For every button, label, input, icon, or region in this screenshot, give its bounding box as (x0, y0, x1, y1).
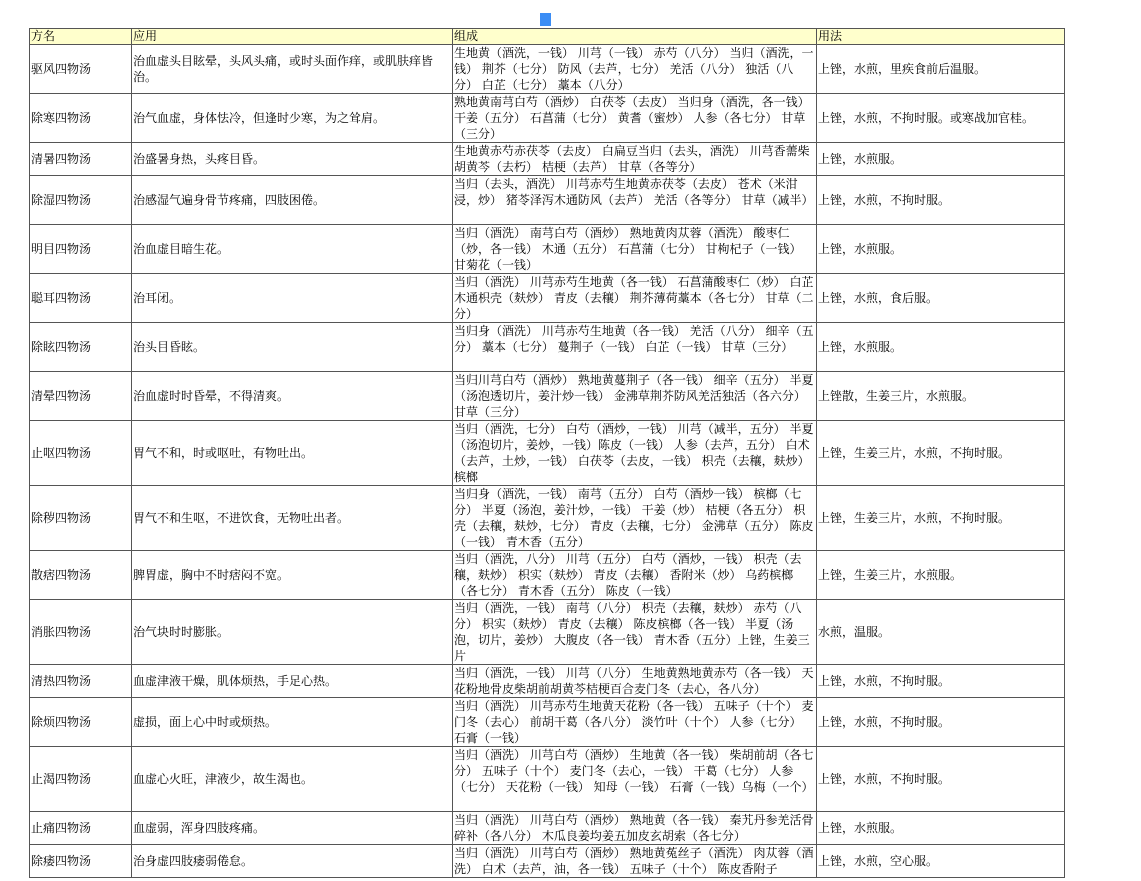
formula-use: 治血虚目暗生花。 (132, 225, 453, 274)
formula-method: 上锉，水煎，不拘时服。 (817, 698, 1065, 747)
table-row (30, 486, 1065, 551)
formula-use: 治气块时时膨胀。 (132, 600, 453, 665)
formula-ingredients: 当归川芎白芍（酒炒） 熟地黄蔓荆子（各一钱） 细辛（五分） 半夏（汤泡透切片，姜汁炒一钱） 金沸草荆芥防风羌活独活（各六分） 甘草（三分） (453, 372, 817, 421)
formula-use: 血虚弱，浑身四肢疼痛。 (132, 812, 453, 845)
formula-name: 除寒四物汤 (30, 94, 132, 143)
formula-ingredients: 当归（酒洗） 川芎赤芍生地黄（各一钱） 石菖蒲酸枣仁（炒） 白芷木通枳壳（麸炒） 青皮（去穰） 荆芥薄荷藁本（各七分） 甘草（二分） (453, 274, 817, 323)
header-row (30, 29, 1065, 45)
table-row (30, 551, 1065, 600)
formula-name: 除痿四物汤 (30, 845, 132, 878)
table-row (30, 323, 1065, 372)
formula-use: 治感湿气遍身骨节疼痛，四肢困倦。 (132, 176, 453, 225)
formula-method: 水煎，温服。 (817, 600, 1065, 665)
table-row (30, 274, 1065, 323)
formula-ingredients: 当归（酒洗） 川芎白芍（酒炒） 熟地黄菟丝子（酒洗） 肉苁蓉（酒洗） 白术（去芦，油，各一钱） 五味子（十个） 陈皮香附子 (453, 845, 817, 878)
formula-ingredients: 当归（酒洗） 川芎赤芍生地黄天花粉（各一钱） 五味子（十个） 麦门冬（去心） 前胡干葛（各八分） 淡竹叶（十个） 人参（七分） 石膏（一钱） (453, 698, 817, 747)
formula-method: 上锉，水煎服。 (817, 812, 1065, 845)
formula-method: 上锉，水煎，食后服。 (817, 274, 1065, 323)
formula-name: 除秽四物汤 (30, 486, 132, 551)
formula-name: 除烦四物汤 (30, 698, 132, 747)
table-row (30, 143, 1065, 176)
formula-name: 消胀四物汤 (30, 600, 132, 665)
formula-ingredients: 生地黄（酒洗，一钱） 川芎（一钱） 赤芍（八分） 当归（酒洗，一钱） 荆芥（七分） 防风（去芦，七分） 羌活（八分） 独活（八分） 白芷（七分） 藁本（八分） (453, 45, 817, 94)
formula-method: 上锉，水煎服。 (817, 143, 1065, 176)
formula-ingredients: 当归（酒洗，一钱） 南芎（八分） 枳壳（去穰，麸炒） 赤芍（八分） 枳实（麸炒） 青皮（去穰） 陈皮槟榔（各一钱） 半夏（汤泡，切片，姜炒） 大腹皮（各一钱） 青木香（五分）上锉，生姜三片 (453, 600, 817, 665)
formula-name: 驱风四物汤 (30, 45, 132, 94)
formula-method: 上锉，水煎，空心服。 (817, 845, 1065, 878)
table-row (30, 845, 1065, 878)
formula-name: 止痛四物汤 (30, 812, 132, 845)
formula-name: 止呕四物汤 (30, 421, 132, 486)
formula-name: 清晕四物汤 (30, 372, 132, 421)
formula-name: 除眩四物汤 (30, 323, 132, 372)
formula-ingredients: 生地黄赤芍赤茯苓（去皮） 白扁豆当归（去头，酒洗） 川芎香薷柴胡黄芩（去朽） 桔梗（去芦） 甘草（各等分） (453, 143, 817, 176)
formula-use: 胃气不和，时或呕吐，有物吐出。 (132, 421, 453, 486)
formula-method: 上锉散，生姜三片，水煎服。 (817, 372, 1065, 421)
table-row (30, 94, 1065, 143)
table-row (30, 176, 1065, 225)
table-row (30, 665, 1065, 698)
formula-method: 上锉，水煎，不拘时服。 (817, 176, 1065, 225)
table-row (30, 421, 1065, 486)
formula-method: 上锉，生姜三片，水煎服。 (817, 551, 1065, 600)
formula-ingredients: 熟地黄南芎白芍（酒炒） 白茯苓（去皮） 当归身（酒洗，各一钱） 干姜（五分） 石菖蒲（七分） 黄耆（蜜炒） 人参（各七分） 甘草（三分） (453, 94, 817, 143)
table-row (30, 372, 1065, 421)
formula-method: 上锉，生姜三片，水煎，不拘时服。 (817, 486, 1065, 551)
formula-use: 治盛暑身热，头疼目昏。 (132, 143, 453, 176)
formula-use: 治血虚时时昏晕，不得清爽。 (132, 372, 453, 421)
formula-use: 治身虚四肢痿弱倦怠。 (132, 845, 453, 878)
formula-method: 上锉，水煎，里疾食前后温服。 (817, 45, 1065, 94)
formula-use: 血虚心火旺，津液少，故生渴也。 (132, 747, 453, 812)
formula-use: 血虚津液干燥，肌体烦热，手足心热。 (132, 665, 453, 698)
formula-method: 上锉，水煎，不拘时服。或寒战加官桂。 (817, 94, 1065, 143)
table-row (30, 698, 1065, 747)
formula-name: 除湿四物汤 (30, 176, 132, 225)
formula-use: 治耳闭。 (132, 274, 453, 323)
formula-method: 上锉，水煎服。 (817, 225, 1065, 274)
formula-table (29, 28, 1065, 878)
formula-name: 散痞四物汤 (30, 551, 132, 600)
formula-ingredients: 当归（酒洗，一钱） 川芎（八分） 生地黄熟地黄赤芍（各一钱） 天花粉地骨皮柴胡前胡黄芩桔梗百合麦门冬（去心，各八分） (453, 665, 817, 698)
formula-method: 上锉，生姜三片，水煎，不拘时服。 (817, 421, 1065, 486)
formula-use: 虚损，面上心中时或烦热。 (132, 698, 453, 747)
formula-name: 清暑四物汤 (30, 143, 132, 176)
formula-use: 治气血虚，身体怯冷，但逢时少寒，为之耸肩。 (132, 94, 453, 143)
formula-ingredients: 当归（去头，酒洗） 川芎赤芍生地黄赤茯苓（去皮） 苍术（米泔浸，炒） 猪苓泽泻木通防风（去芦） 羌活（各等分） 甘草（减半） (453, 176, 817, 225)
table-row (30, 600, 1065, 665)
formula-method: 上锉，水煎，不拘时服。 (817, 665, 1065, 698)
header-method: 用法 (817, 29, 1065, 45)
formula-method: 上锉，水煎，不拘时服。 (817, 747, 1065, 812)
blue-square-marker (540, 13, 551, 26)
formula-name: 清热四物汤 (30, 665, 132, 698)
formula-ingredients: 当归（酒洗，七分） 白芍（酒炒，一钱） 川芎（减半，五分） 半夏（汤泡切片，姜炒，一钱）陈皮（一钱） 人参（去芦，五分） 白术（去芦，土炒，一钱） 白茯苓（去皮，一钱） 枳壳（去穰，麸炒） 槟榔 (453, 421, 817, 486)
formula-use: 胃气不和生呕，不进饮食，无物吐出者。 (132, 486, 453, 551)
header-use: 应用 (132, 29, 453, 45)
header-name: 方名 (30, 29, 132, 45)
header-ingredients: 组成 (453, 29, 817, 45)
formula-ingredients: 当归身（酒洗） 川芎赤芍生地黄（各一钱） 羌活（八分） 细辛（五分） 藁本（七分） 蔓荆子（一钱） 白芷（一钱） 甘草（三分） (453, 323, 817, 372)
formula-ingredients: 当归（酒洗） 南芎白芍（酒炒） 熟地黄肉苁蓉（酒洗） 酸枣仁（炒，各一钱） 木通（五分） 石菖蒲（七分） 甘枸杞子（一钱） 甘菊花（一钱） (453, 225, 817, 274)
formula-name: 聪耳四物汤 (30, 274, 132, 323)
table-row (30, 45, 1065, 94)
formula-name: 明目四物汤 (30, 225, 132, 274)
formula-ingredients: 当归（酒洗） 川芎白芍（酒炒） 生地黄（各一钱） 柴胡前胡（各七分） 五味子（十个） 麦门冬（去心，一钱） 干葛（七分） 人参（七分） 天花粉（一钱） 知母（一钱） 石膏（一钱）乌梅（一个） (453, 747, 817, 812)
formula-method: 上锉，水煎服。 (817, 323, 1065, 372)
formula-ingredients: 当归（酒洗） 川芎白芍（酒炒） 熟地黄（各一钱） 秦艽丹参羌活骨碎补（各八分） 木瓜良姜均姜五加皮玄胡索（各七分） (453, 812, 817, 845)
table-row (30, 225, 1065, 274)
formula-use: 治血虚头目眩晕，头风头痛，或时头面作痒，或肌肤痒皆治。 (132, 45, 453, 94)
formula-use: 脾胃虚，胸中不时痞闷不宽。 (132, 551, 453, 600)
table-row (30, 747, 1065, 812)
table-row (30, 812, 1065, 845)
formula-ingredients: 当归（酒洗，八分） 川芎（五分） 白芍（酒炒，一钱） 枳壳（去穰，麸炒） 枳实（麸炒） 青皮（去穰） 香附米（炒） 乌药槟榔（各七分） 青木香（五分） 陈皮（一钱） (453, 551, 817, 600)
formula-name: 止渴四物汤 (30, 747, 132, 812)
formula-use: 治头目昏眩。 (132, 323, 453, 372)
formula-ingredients: 当归身（酒洗，一钱） 南芎（五分） 白芍（酒炒一钱） 槟榔（七分） 半夏（汤泡，姜汁炒，一钱） 干姜（炒） 桔梗（各五分） 枳壳（去穰，麸炒，七分） 青皮（去穰，七分） 金沸草（五分） 陈皮（一钱） 青木香（五分） (453, 486, 817, 551)
